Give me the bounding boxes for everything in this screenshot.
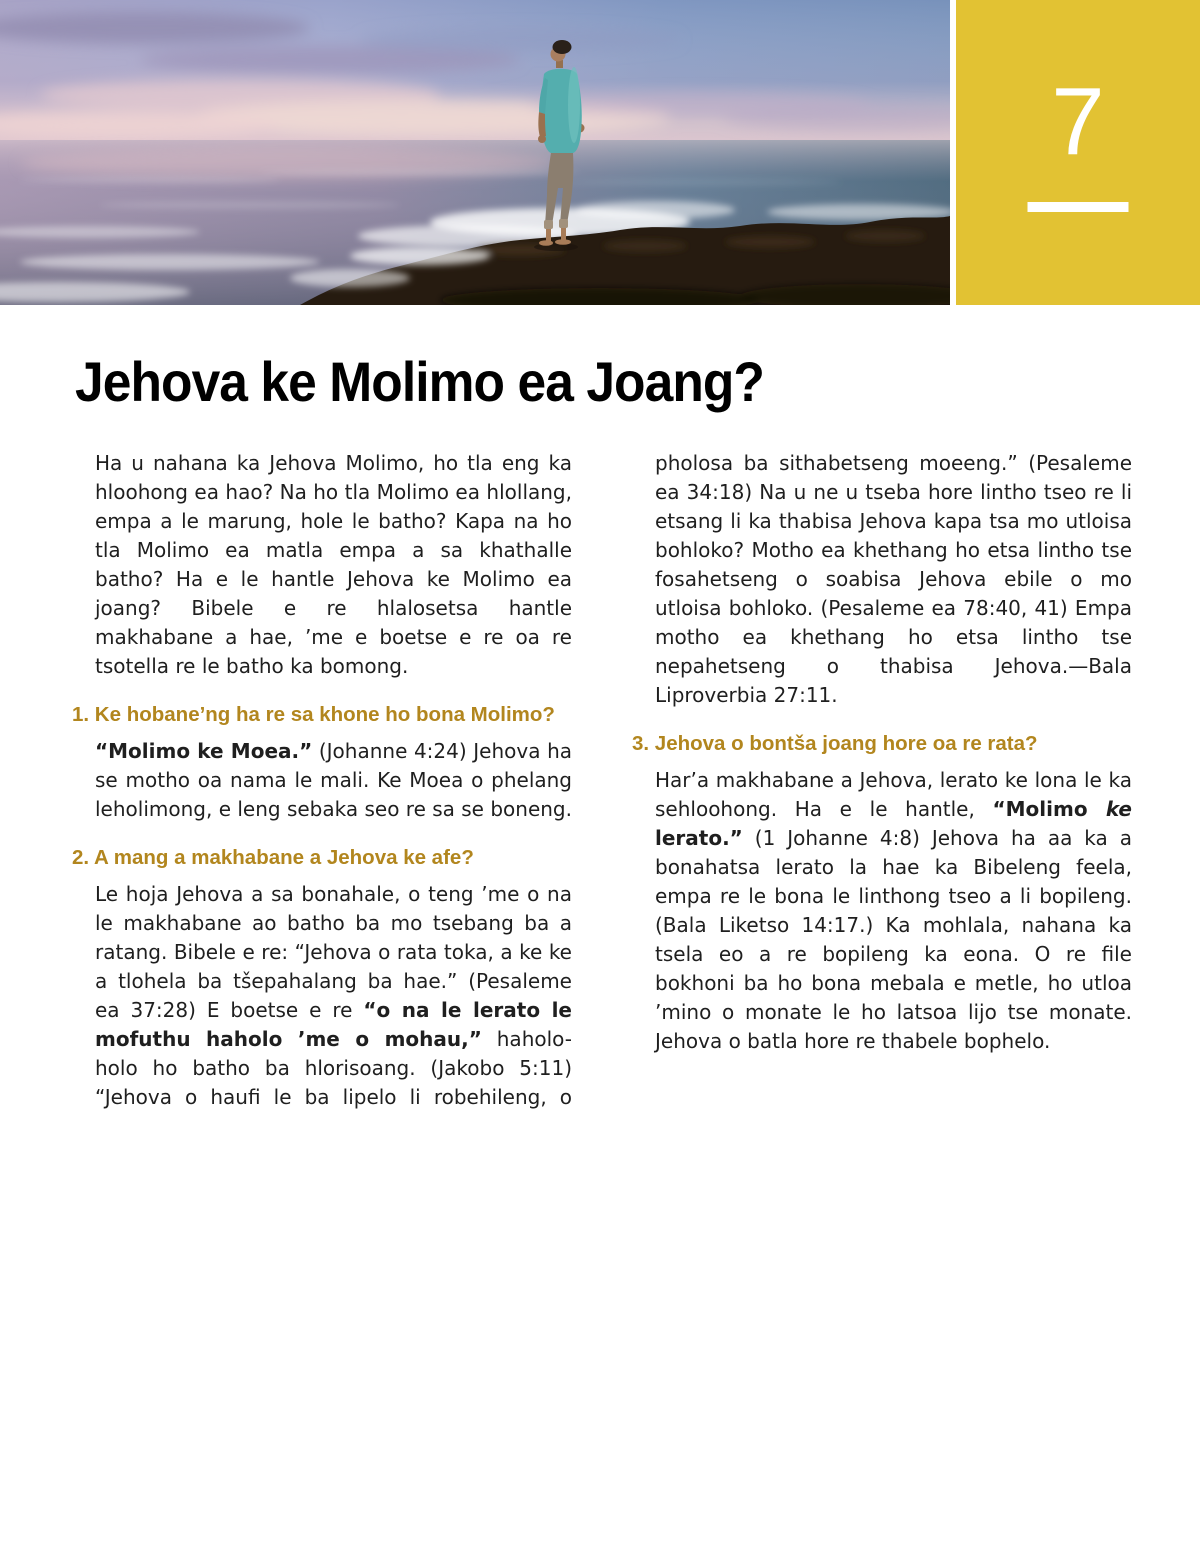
text-segment: “o na le lerato le mofuthu haholo ’me o mohau,” bbox=[95, 998, 572, 1051]
text-segment: ke bbox=[1105, 797, 1132, 821]
intro-paragraph bbox=[95, 449, 572, 681]
text-segment: Ha u nahana ka Jehova Molimo, ho tla eng ka hloohong ea hao? Na ho tla Molimo ea hlollang, empa a le marung, hole le batho? Kapa na ho tla Molimo ea matla empa a sa khathalle batho? Ha e le hantle Jehova ke Molimo ea joang? Bibele e re hlalosetsa hantle makhabane a hae, ’me e boetse e re oa re tsotella re le batho ka bomong. bbox=[95, 451, 572, 678]
question-3-heading bbox=[632, 731, 1132, 756]
page-title: Jehova ke Molimo ea Joang? bbox=[75, 350, 764, 413]
chapter-number: 7 bbox=[1051, 68, 1105, 175]
text-segment: haholo-holo ho batho ba hlorisoang. (Jakobo 5:11) “Jehova o haufi le ba lipelo li robehileng, o pholosa ba sithabetseng moeeng.” (Pesaleme ea 34:18) Na u ne u tseba hore lintho tseo re li etsang li ka thabisa Jehova kapa tsa mo utloisa bohloko? Motho ea khethang ho etsa lintho tse fosahetseng o soabisa Jehova ebile o mo utloisa bohloko. (Pesaleme ea 78:40, 41) Empa motho ea khethang ho etsa lintho tse nepahetseng o thabisa Jehova.—Bala Liproverbia 27:11. bbox=[95, 451, 1132, 1109]
text-segment: “Molimo ke Moea.” bbox=[95, 739, 313, 763]
text-segment: (Johanne 4:24) Jehova ha se motho oa nama le mali. Ke Moea o phelang leholimong, e leng sebaka seo re sa se boneng. bbox=[95, 739, 572, 821]
question-number: 2. bbox=[72, 846, 95, 869]
question-text: Ke hobane’ng ha re sa khone ho bona Molimo? bbox=[94, 703, 555, 726]
seashore-dusk-illustration bbox=[0, 0, 950, 305]
chapter-underline bbox=[1028, 202, 1129, 212]
question-number: 1. bbox=[72, 703, 95, 726]
hero bbox=[0, 0, 1200, 305]
chapter-badge bbox=[956, 0, 1200, 305]
text-segment: lerato.” bbox=[655, 826, 743, 850]
text-segment: Har’a makhabane a Jehova, lerato ke lona le ka sehloohong. Ha e le hantle, bbox=[655, 768, 1132, 821]
question-1-heading bbox=[72, 702, 572, 727]
text-segment: “Molimo bbox=[992, 797, 1106, 821]
question-3-paragraph bbox=[655, 766, 1132, 1056]
question-text: A mang a makhabane a Jehova ke afe? bbox=[94, 846, 474, 869]
hero-photo bbox=[0, 0, 950, 305]
question-2-heading bbox=[72, 845, 572, 870]
question-number: 3. bbox=[632, 732, 655, 755]
question-1-paragraph bbox=[95, 737, 572, 824]
article-columns bbox=[72, 449, 1132, 1121]
question-text: Jehova o bontša joang hore oa re rata? bbox=[654, 732, 1038, 755]
text-segment: (1 Johanne 4:8) Jehova ha aa ka a bonahatsa lerato la hae ka Bibeleng feela, empa re le bona le linthong tseo a li bopileng. (Bala Liketso 14:17.) Ka mohlala, nahana ka tsela eo a re bopileng ka eona. O re file bokhoni ba ho bona mebala e metle, ho utloa ’mino o monate le ho latsoa lijo tse monate. Jehova o batla hore re thabele bophelo. bbox=[655, 826, 1132, 1053]
text-segment: Le hoja Jehova a sa bonahale, o teng ’me o na le makhabane ao batho ba mo tsebang ba a ratang. Bibele e re: “Jehova o rata toka, a ke ke a tlohela ba tšepahalang ba hae.” (Pesaleme ea 37:28) E boetse e re bbox=[95, 882, 572, 1022]
